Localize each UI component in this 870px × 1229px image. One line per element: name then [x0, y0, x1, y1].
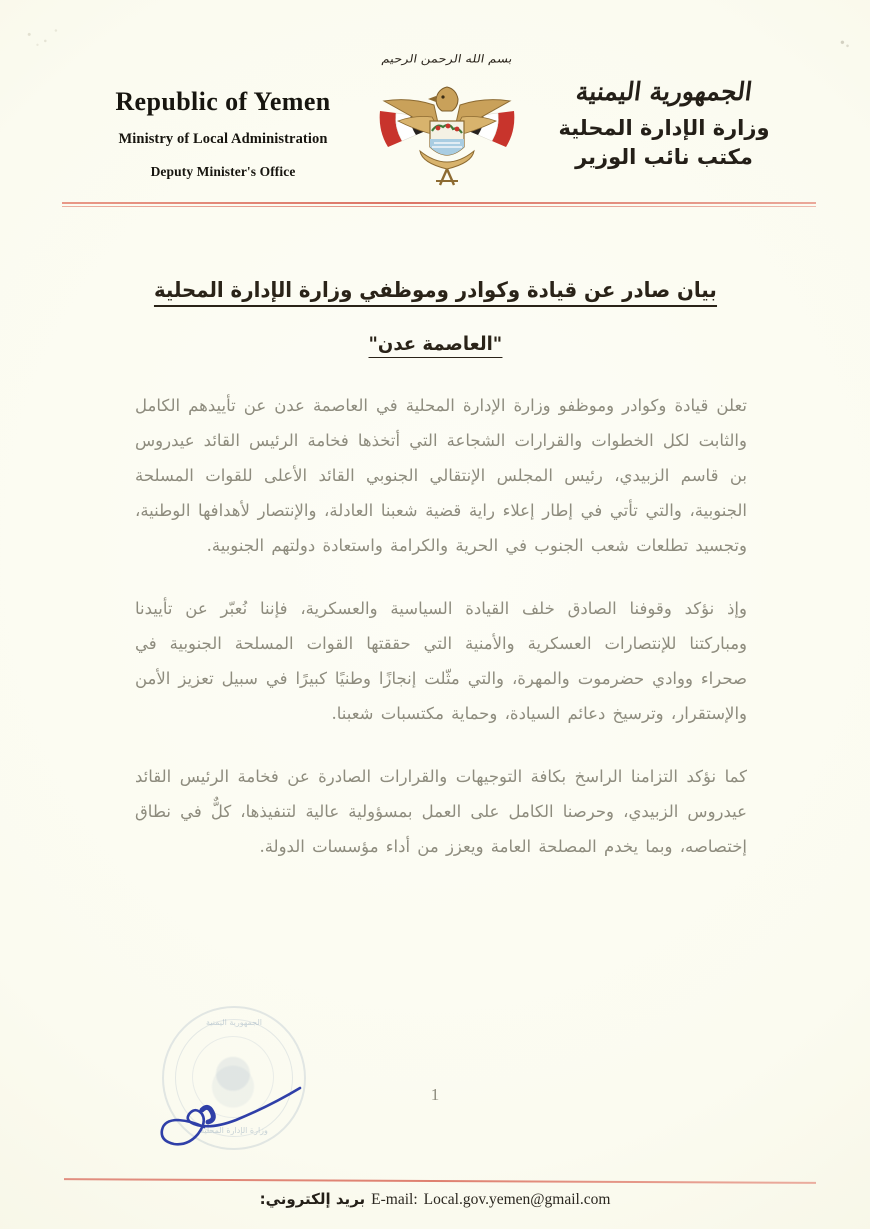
letterhead-ar-line1: الجمهورية اليمنية	[574, 77, 754, 106]
document-title: بيان صادر عن قيادة وكوادر وموظفي وزارة الإدارة المحلية	[154, 278, 717, 307]
stamp-top-text: الجمهورية اليمنية	[205, 1018, 262, 1027]
letterhead	[0, 0, 870, 205]
body-paragraph: كما نؤكد التزامنا الراسخ بكافة التوجيهات والقرارات الصادرة عن فخامة الرئيس القائد عيدروس الزبيدي، وحرصنا الكامل على العمل بمسؤولية عالية لتنفيذها، كلٌّ في نطاق إختصاصه، وبما يخدم المصلحة العامة ويعزز من أداء مؤسسات الدولة.	[135, 767, 747, 856]
footer-divider	[64, 1178, 816, 1184]
letterhead-arabic	[514, 78, 814, 169]
body-paragraph: وإذ نؤكد وقوفنا الصادق خلف القيادة السياسية والعسكرية، فإننا نُعبّر عن تأييدنا ومباركتنا للإنتصارات العسكرية والأمنية التي حققتها القوات المسلحة الجنوبية في صحراء ووادي حضرموت والمهرة، والتي مثّلت إنجازًا وطنيًا كبيرًا في سبيل تعزيز الأمن والإستقرار، وترسيخ دعائم السيادة، وحماية مكتسبات شعبنا.	[135, 599, 747, 723]
letterhead-ar-line3: مكتب نائب الوزير	[575, 144, 753, 169]
page-number: 1	[430, 1085, 440, 1104]
letterhead-english	[58, 88, 388, 180]
stamp-bottom-text: وزارة الإدارة المحلية	[200, 1126, 268, 1135]
letterhead-en-line3: Deputy Minister's Office	[150, 163, 296, 179]
footer-email-label-english: E-mail:	[371, 1191, 418, 1208]
footer-email-address: Local.gov.yemen@gmail.com	[423, 1191, 611, 1208]
title-block	[0, 278, 870, 358]
document-subtitle: "العاصمة عدن"	[368, 333, 502, 358]
letterhead-en-line2: Ministry of Local Administration	[118, 130, 328, 147]
letterhead-en-line1: Republic of Yemen	[115, 87, 331, 116]
document-body	[135, 388, 747, 864]
footer-email-label-arabic: بريد إلكتروني:	[259, 1190, 366, 1208]
header-divider	[62, 202, 816, 209]
footer	[0, 1190, 870, 1209]
yemen-eagle-emblem-icon	[372, 69, 522, 191]
body-paragraph: تعلن قيادة وكوادر وموظفو وزارة الإدارة المحلية في العاصمة عدن عن تأييدهم الكامل والثابت لكل الخطوات والقرارات الشجاعة التي أتخذها فخامة الرئيس القائد عيدروس بن قاسم الزبيدي، رئيس المجلس الإنتقالي الجنوبي القائد الأعلى للقوات المسلحة الجنوبية، والتي تأتي في إطار إعلاء راية قضية شعبنا العادلة، والإنتصار لأهدافها الوطنية، وتجسيد تطلعات شعب الجنوب في الحرية والكرامة واستعادة دولتهم الجنوبية.	[135, 396, 747, 555]
basmala-text: بسم الله الرحمن الرحيم	[380, 53, 514, 66]
letterhead-ar-line2: وزارة الإدارة المحلية	[558, 115, 770, 140]
national-emblem	[372, 52, 522, 202]
